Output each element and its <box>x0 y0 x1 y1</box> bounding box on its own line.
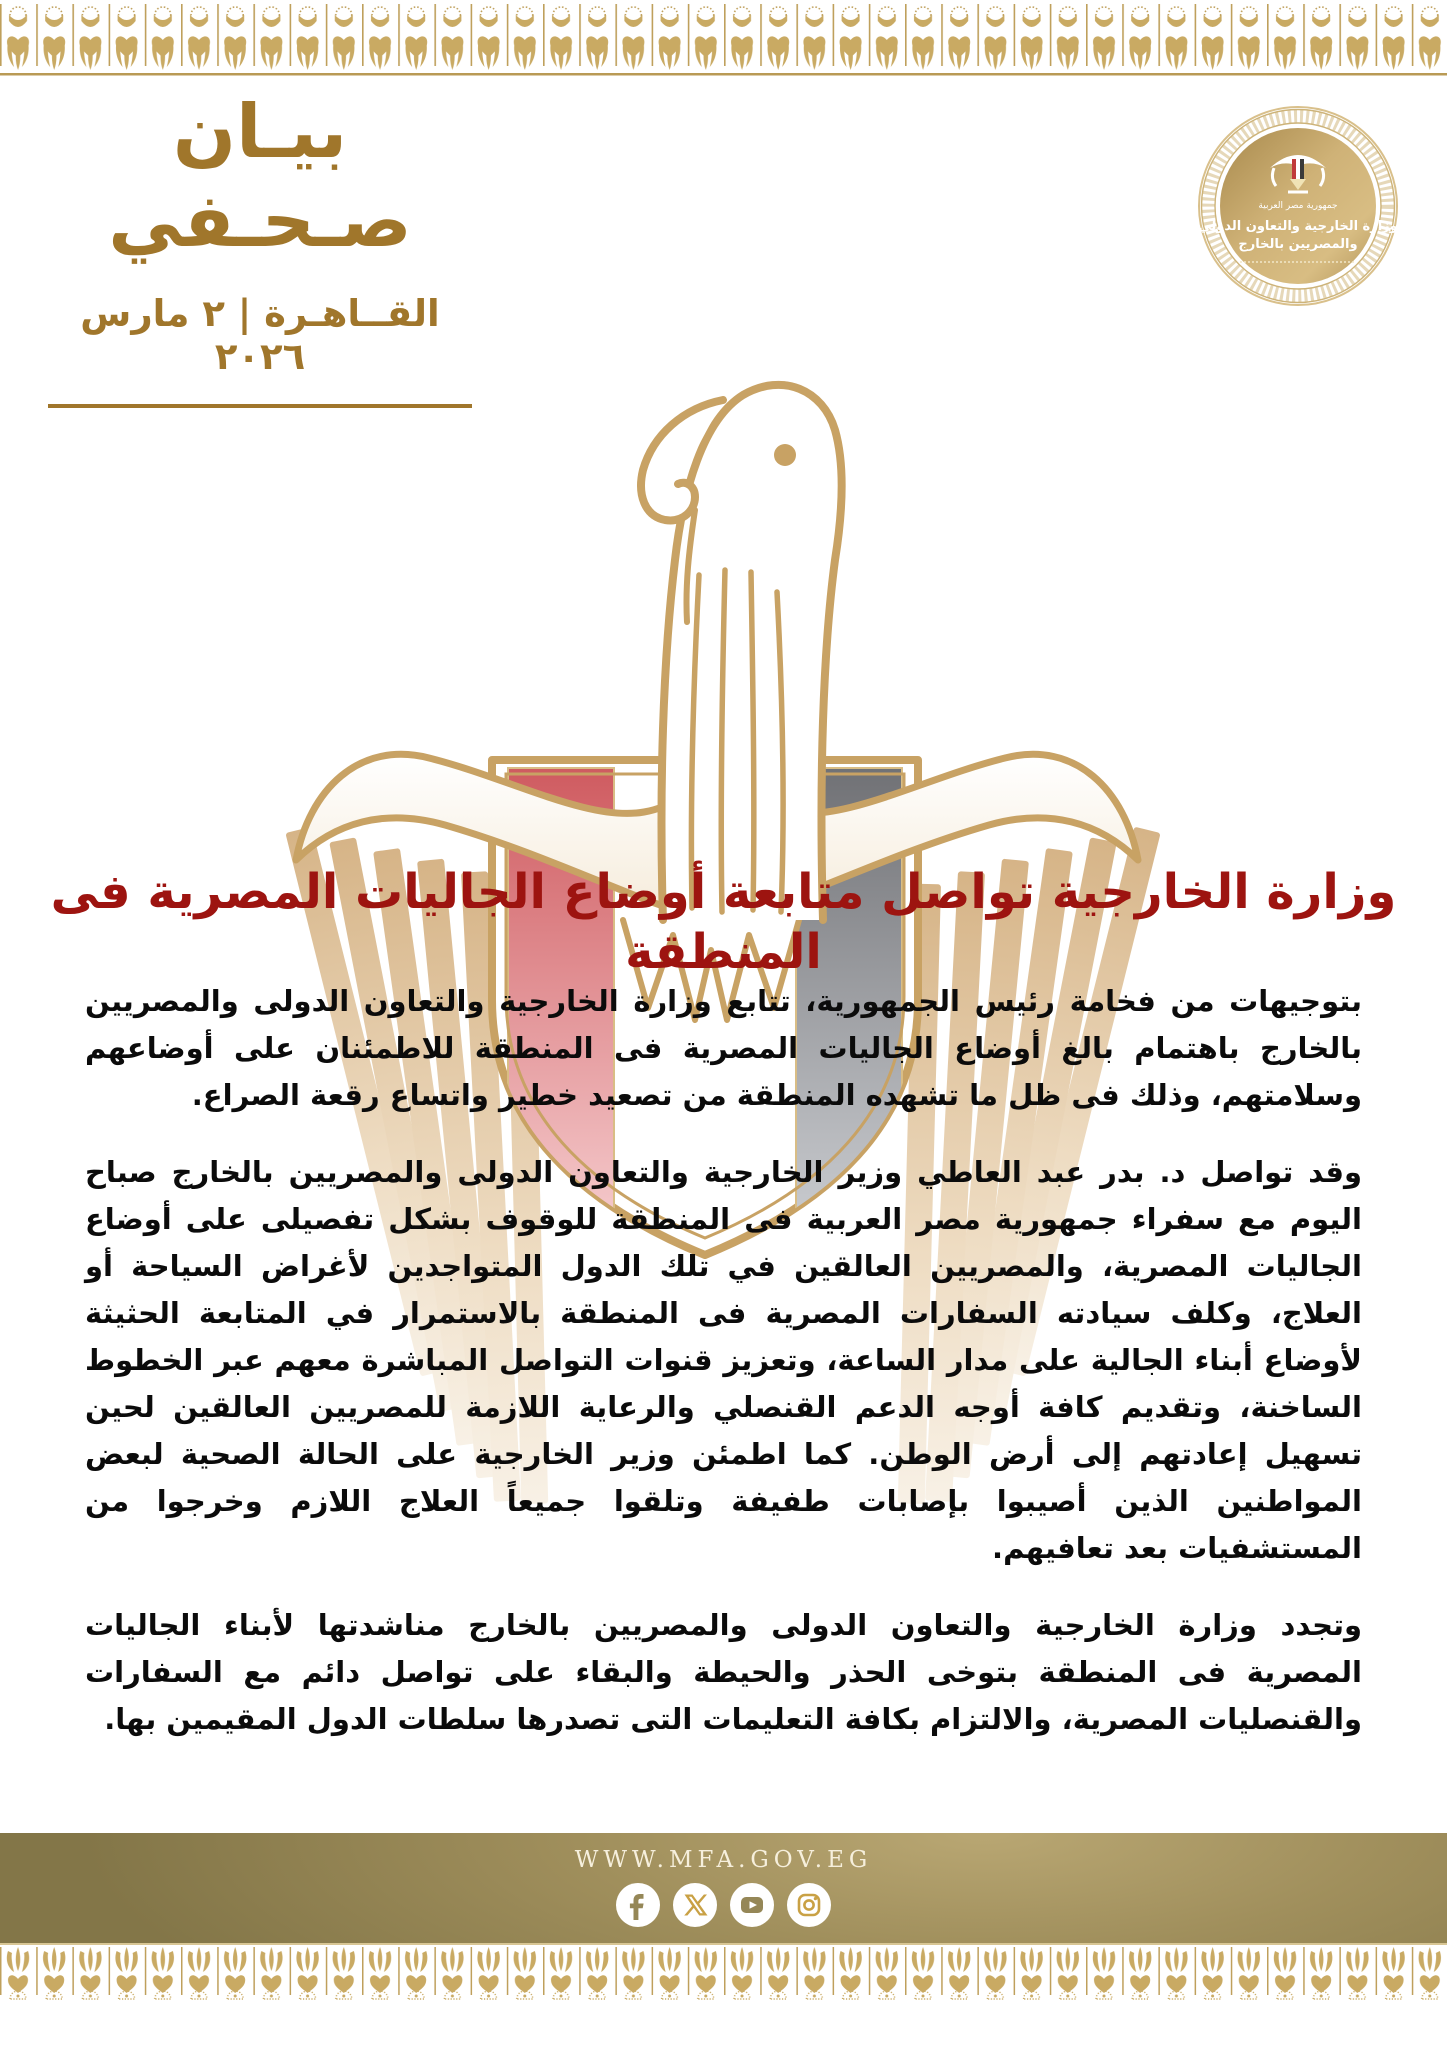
youtube-button[interactable] <box>729 1882 775 1928</box>
release-body <box>85 978 1362 1773</box>
seal-ministry-name-line2: والمصريين بالخارج <box>1238 237 1358 252</box>
seal-ministry-name-line1: وزارة الخارجية والتعاون الدولي <box>1198 219 1398 234</box>
dateline-city-date: القــاهـرة | ٢ مارس ٢٠٢٦ <box>80 291 440 378</box>
ministry-website-link[interactable]: WWW.MFA.GOV.EG <box>574 1847 873 1873</box>
seal-country-name: جمهورية مصر العربية <box>1258 201 1338 211</box>
body-paragraph-3: وتجدد وزارة الخارجية والتعاون الدولى والمصريين بالخارج مناشدتها لأبناء الجاليات المصرية فى المنطقة بتوخى الحذر والحيطة والبقاء على تواصل دائم مع السفارات والقنصليات المصرية، والالتزام بكافة التعليمات التى تصدرها سلطات الدول المقيمين بها. <box>85 1607 1362 1736</box>
release-headline: وزارة الخارجية تواصل متابعة أوضاع الجاليات المصرية فى المنطقة <box>50 864 1397 980</box>
body-paragraph-2: وقد تواصل د. بدر عبد العاطي وزير الخارجية والتعاون الدولى والمصريين بالخارج صباح اليوم مع سفراء جمهورية مصر العربية فى المنطقة للوقوف بشكل تفصيلى على أوضاع الجاليات المصرية، والمصريين العالقين في تلك الدول المتواجدين لأغراض السياحة أو العلاج، وكلف سيادته السفارات المصرية فى المنطقة بالاستمرار في المتابعة الحثيثة لأوضاع أبناء الجالية على مدار الساعة، وتعزيز قنوات التواصل المباشرة معهم عبر الخطوط الساخنة، وتقديم كافة أوجه الدعم القنصلي والرعاية اللازمة للمصريين العالقين لحين تسهيل إعادتهم إلى أرض الوطن. كما اطمئن وزير الخارجية على الحالة الصحية لبعض المواطنين الذين أصيبوا بإصابات طفيفة وتلقوا جميعاً العلاج اللازم وخرجوا من المستشفيات بعد تعافيهم. <box>85 1154 1362 1565</box>
x-twitter-icon <box>672 1882 718 1928</box>
eagle-eye <box>774 444 796 466</box>
youtube-icon <box>729 1882 775 1928</box>
social-icons-row <box>0 1882 1447 1928</box>
facebook-button[interactable] <box>615 1882 661 1928</box>
x-twitter-button[interactable] <box>672 1882 718 1928</box>
top-ornament-border <box>0 0 1447 78</box>
facebook-icon <box>615 1882 661 1928</box>
footer-band <box>0 1833 1447 1943</box>
instagram-icon <box>786 1882 832 1928</box>
body-paragraph-1: بتوجيهات من فخامة رئيس الجمهورية، تتابع وزارة الخارجية والتعاون الدولى والمصريين بالخارج باهتمام بالغ أوضاع الجاليات المصرية فى المنطقة للاطمئنان على أوضاعهم وسلامتهم، وذلك فى ظل ما تشهده المنطقة من تصعيد خطير واتساع رقعة الصراع. <box>85 984 1362 1112</box>
ministry-seal-emblem <box>1196 104 1400 308</box>
bottom-ornament-border <box>0 1943 1447 2003</box>
instagram-button[interactable] <box>786 1882 832 1928</box>
press-statement-heading: بيـان صـحـفي <box>108 89 412 264</box>
eagle-head <box>641 385 842 920</box>
